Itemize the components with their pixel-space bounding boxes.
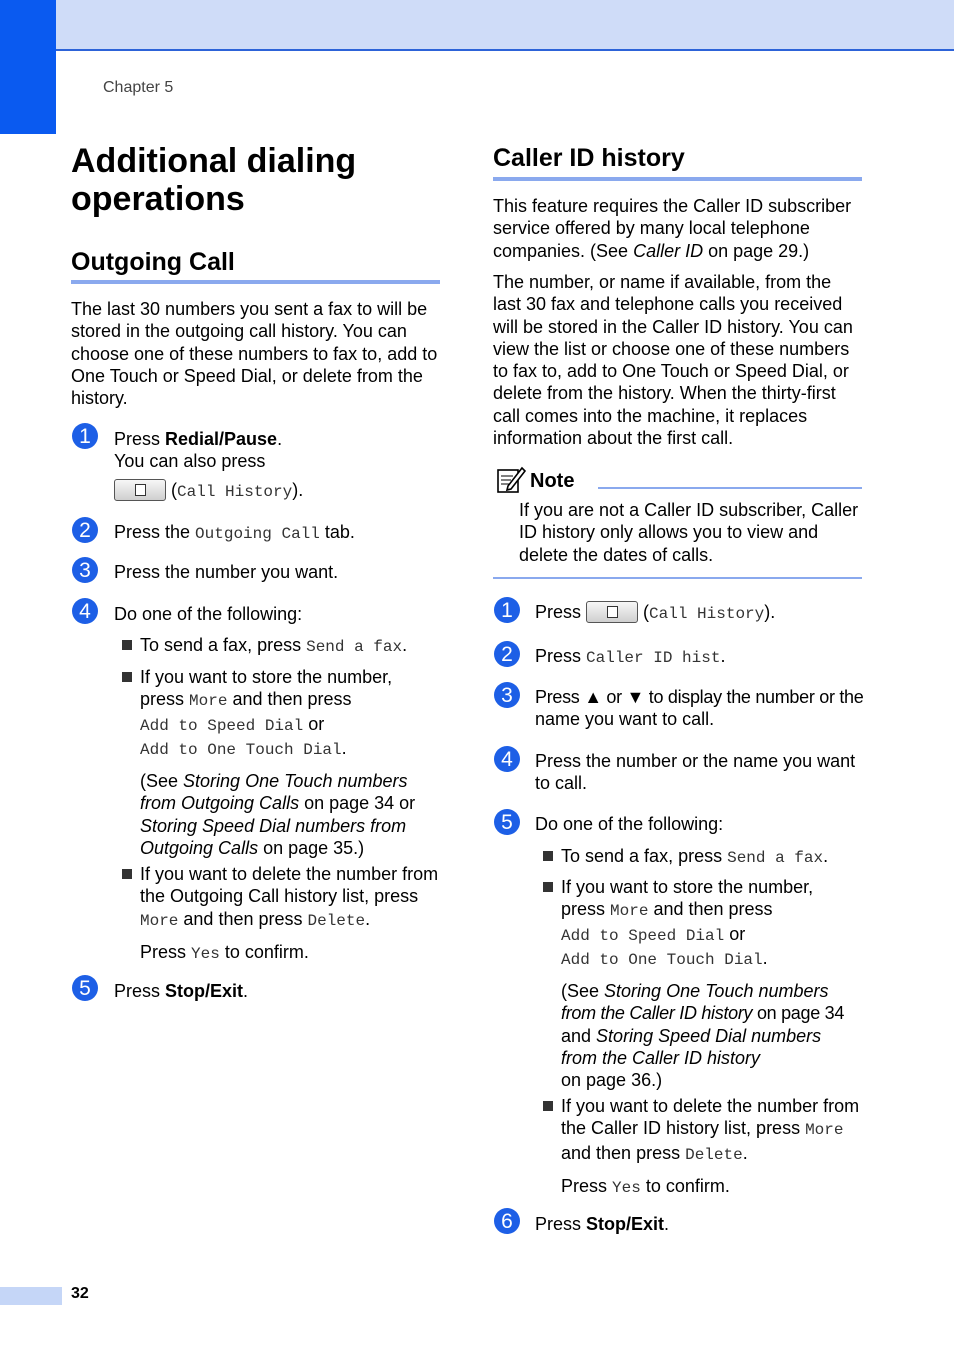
chapter-label: Chapter 5 <box>103 79 174 96</box>
bullet-square <box>122 869 132 879</box>
left-step-1: Press Redial/Pause. You can also press (Call History). <box>114 429 304 501</box>
right-bullet-delete: If you want to delete the number from the Caller ID history list, press More and then press Delete. Press Yes to confirm. <box>561 1096 860 1197</box>
note-title: Note <box>530 470 575 492</box>
note-rule-bottom <box>493 577 862 579</box>
section-rule <box>493 177 862 181</box>
header-band <box>0 0 954 51</box>
step-number-badge: 5 <box>494 809 520 835</box>
bullet-square <box>122 672 132 682</box>
step-number-badge: 3 <box>72 557 98 583</box>
stop-exit-key: Stop/Exit <box>586 1214 665 1234</box>
step-number-badge: 2 <box>494 641 520 667</box>
page-title: Additional dialing operations <box>71 142 357 218</box>
redial-pause-key: Redial/Pause <box>165 429 278 449</box>
page-number: 32 <box>71 1285 89 1302</box>
step-number-badge: 6 <box>494 1208 520 1234</box>
bullet-square <box>122 640 132 650</box>
note-rule-top <box>598 487 862 489</box>
note-body: If you are not a Caller ID subscriber, Caller ID history only allows you to view and delete the dates of calls. <box>519 500 859 565</box>
chapter-tab <box>0 0 56 134</box>
section-rule <box>71 280 440 284</box>
caller-id-description: The number, or name if available, from the last 30 fax and telephone calls you received will be stored in the Caller ID history. You can view the list or choose one of these numbers to fax to, add to One Touch or Speed Dial, or delete from the history. When the thirty-first call comes into the machine, it replaces information about the first call. <box>493 272 853 449</box>
right-bullet-store: If you want to store the number, press More and then press Add to Speed Dial or Add to One Touch Dial. (See Storing One Touch numbers from the Caller ID history on page 34 and Storing Speed Dial numbers from the Caller ID history on page 36.) <box>561 877 845 1091</box>
left-step-3: Press the number you want. <box>114 562 339 582</box>
left-step-4: Do one of the following: <box>114 604 303 624</box>
step-number-badge: 4 <box>494 746 520 772</box>
section-title-caller-id-history: Caller ID history <box>493 144 685 172</box>
step-number-badge: 1 <box>72 423 98 449</box>
right-step-4: Press the number or the name you want to call. <box>535 751 856 794</box>
call-history-button-icon <box>114 479 166 501</box>
left-bullet-send-fax: To send a fax, press Send a fax. <box>140 635 408 656</box>
call-history-button-icon <box>586 601 638 623</box>
footer-band <box>0 1287 62 1305</box>
step-number-badge: 1 <box>494 597 520 623</box>
right-step-6: Press Stop/Exit. <box>535 1214 670 1234</box>
right-step-3: Press ▲ or ▼ to display the number or the name you want to call. <box>535 687 864 730</box>
right-step-1: Press (Call History). <box>535 602 776 623</box>
section-title-outgoing-call: Outgoing Call <box>71 248 235 276</box>
outgoing-intro: The last 30 numbers you sent a fax to will be stored in the outgoing call history. You can choose one of these numbers to fax to, add to One Touch or Speed Dial, or delete from the history. <box>71 299 438 409</box>
left-bullet-store: If you want to store the number, press More and then press Add to Speed Dial or Add to One Touch Dial. (See Storing One Touch numbers from Outgoing Calls on page 34 or Storing Speed Dial numbers from Outgoing Calls on page 35.) <box>140 667 416 859</box>
caller-id-intro: This feature requires the Caller ID subscriber service offered by many local telephone companies. (See Caller ID on page 29.) <box>493 196 852 261</box>
left-step-5: Press Stop/Exit. <box>114 981 249 1001</box>
step-number-badge: 4 <box>72 598 98 624</box>
bullet-square <box>543 851 553 861</box>
left-step-2: Press the Outgoing Call tab. <box>114 522 355 543</box>
note-pencil-icon <box>496 464 526 494</box>
right-step-2: Press Caller ID hist. <box>535 646 726 667</box>
right-bullet-send-fax: To send a fax, press Send a fax. <box>561 846 829 867</box>
right-step-5: Do one of the following: <box>535 814 724 834</box>
stop-exit-key: Stop/Exit <box>165 981 244 1001</box>
step-number-badge: 2 <box>72 517 98 543</box>
bullet-square <box>543 1101 553 1111</box>
step-number-badge: 3 <box>494 682 520 708</box>
left-bullet-delete: If you want to delete the number from the Outgoing Call history list, press More and then press Delete. Press Yes to confirm. <box>140 864 439 963</box>
bullet-square <box>543 882 553 892</box>
step-number-badge: 5 <box>72 975 98 1001</box>
